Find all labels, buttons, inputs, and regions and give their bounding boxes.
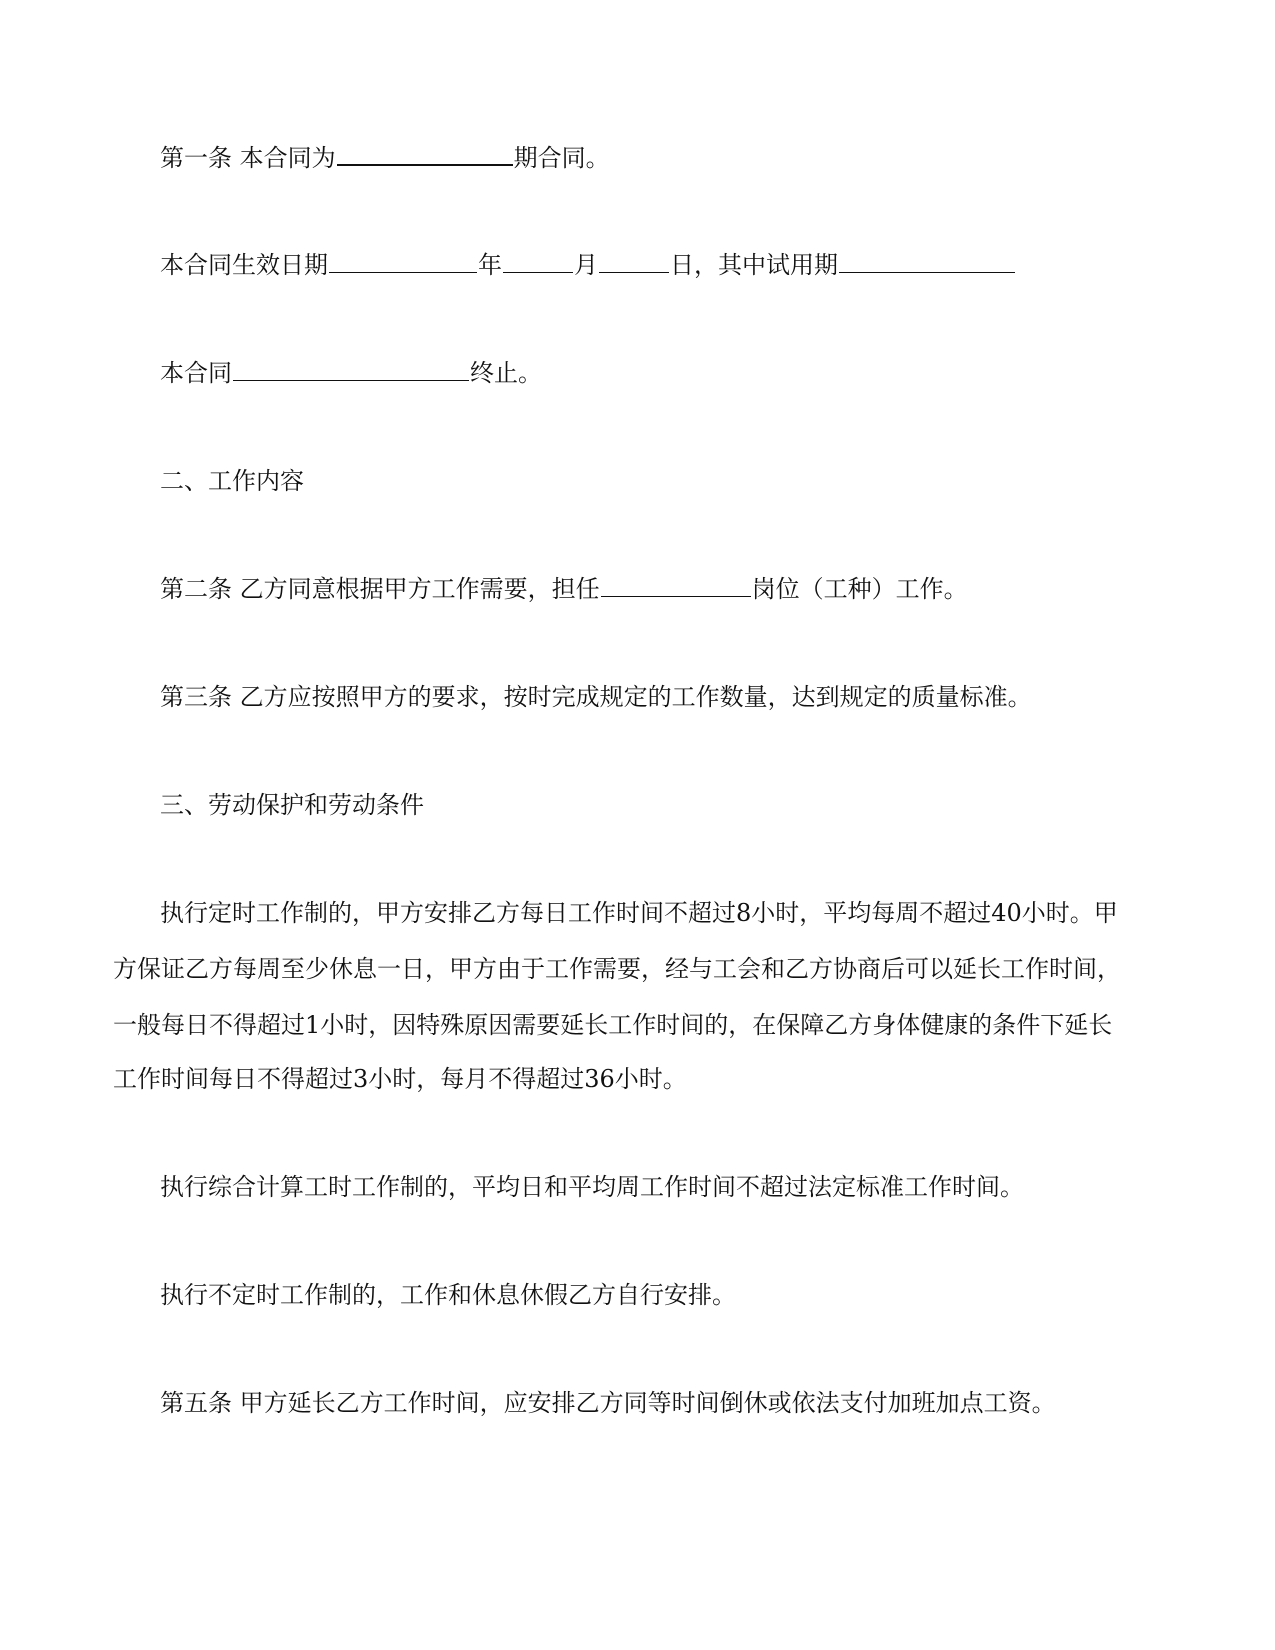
termination-line <box>160 358 542 388</box>
probation-period-blank[interactable] <box>839 250 1015 273</box>
fixed-hours-line-2: 方保证乙方每周至少休息一日，甲方由于工作需要，经与工会和乙方协商后可以延长工作时间， <box>113 955 1121 983</box>
year-label: 年 <box>478 251 502 279</box>
section-3-heading: 三、劳动保护和劳动条件 <box>160 791 424 819</box>
article-1-suffix: 期合同。 <box>513 144 610 172</box>
article-2-suffix: 岗位（工种）工作。 <box>751 575 968 603</box>
contract-term-blank[interactable] <box>337 142 513 166</box>
effective-day-blank[interactable] <box>599 250 669 273</box>
comprehensive-hours-paragraph: 执行综合计算工时工作制的，平均日和平均周工作时间不超过法定标准工作时间。 <box>160 1173 1024 1201</box>
article-3: 第三条 乙方应按照甲方的要求，按时完成规定的工作数量，达到规定的质量标准。 <box>160 683 1032 711</box>
fixed-hours-line-3: 一般每日不得超过1小时，因特殊原因需要延长工作时间的，在保障乙方身体健康的条件下延长 <box>113 1011 1113 1039</box>
article-2 <box>160 574 968 604</box>
day-probation-label: 日，其中试用期 <box>670 251 838 279</box>
termination-prefix: 本合同 <box>160 359 232 387</box>
termination-suffix: 终止。 <box>470 359 542 387</box>
month-label: 月 <box>574 251 598 279</box>
article-5: 第五条 甲方延长乙方工作时间，应安排乙方同等时间倒休或依法支付加班加点工资。 <box>160 1389 1056 1417</box>
effective-date-line <box>160 250 1016 280</box>
article-1 <box>160 142 610 173</box>
fixed-hours-line-4: 工作时间每日不得超过3小时，每月不得超过36小时。 <box>113 1065 687 1093</box>
section-2-heading: 二、工作内容 <box>160 467 304 495</box>
position-blank[interactable] <box>601 574 751 597</box>
fixed-hours-line-1: 执行定时工作制的，甲方安排乙方每日工作时间不超过8小时，平均每周不超过40小时。甲 <box>160 899 1118 927</box>
article-2-prefix: 第二条 乙方同意根据甲方工作需要，担任 <box>160 575 600 603</box>
flexible-hours-paragraph: 执行不定时工作制的，工作和休息休假乙方自行安排。 <box>160 1281 736 1309</box>
effective-date-prefix: 本合同生效日期 <box>160 251 328 279</box>
termination-date-blank[interactable] <box>233 358 469 381</box>
effective-month-blank[interactable] <box>503 250 573 273</box>
article-1-prefix: 第一条 本合同为 <box>160 144 336 172</box>
effective-year-blank[interactable] <box>329 250 477 273</box>
